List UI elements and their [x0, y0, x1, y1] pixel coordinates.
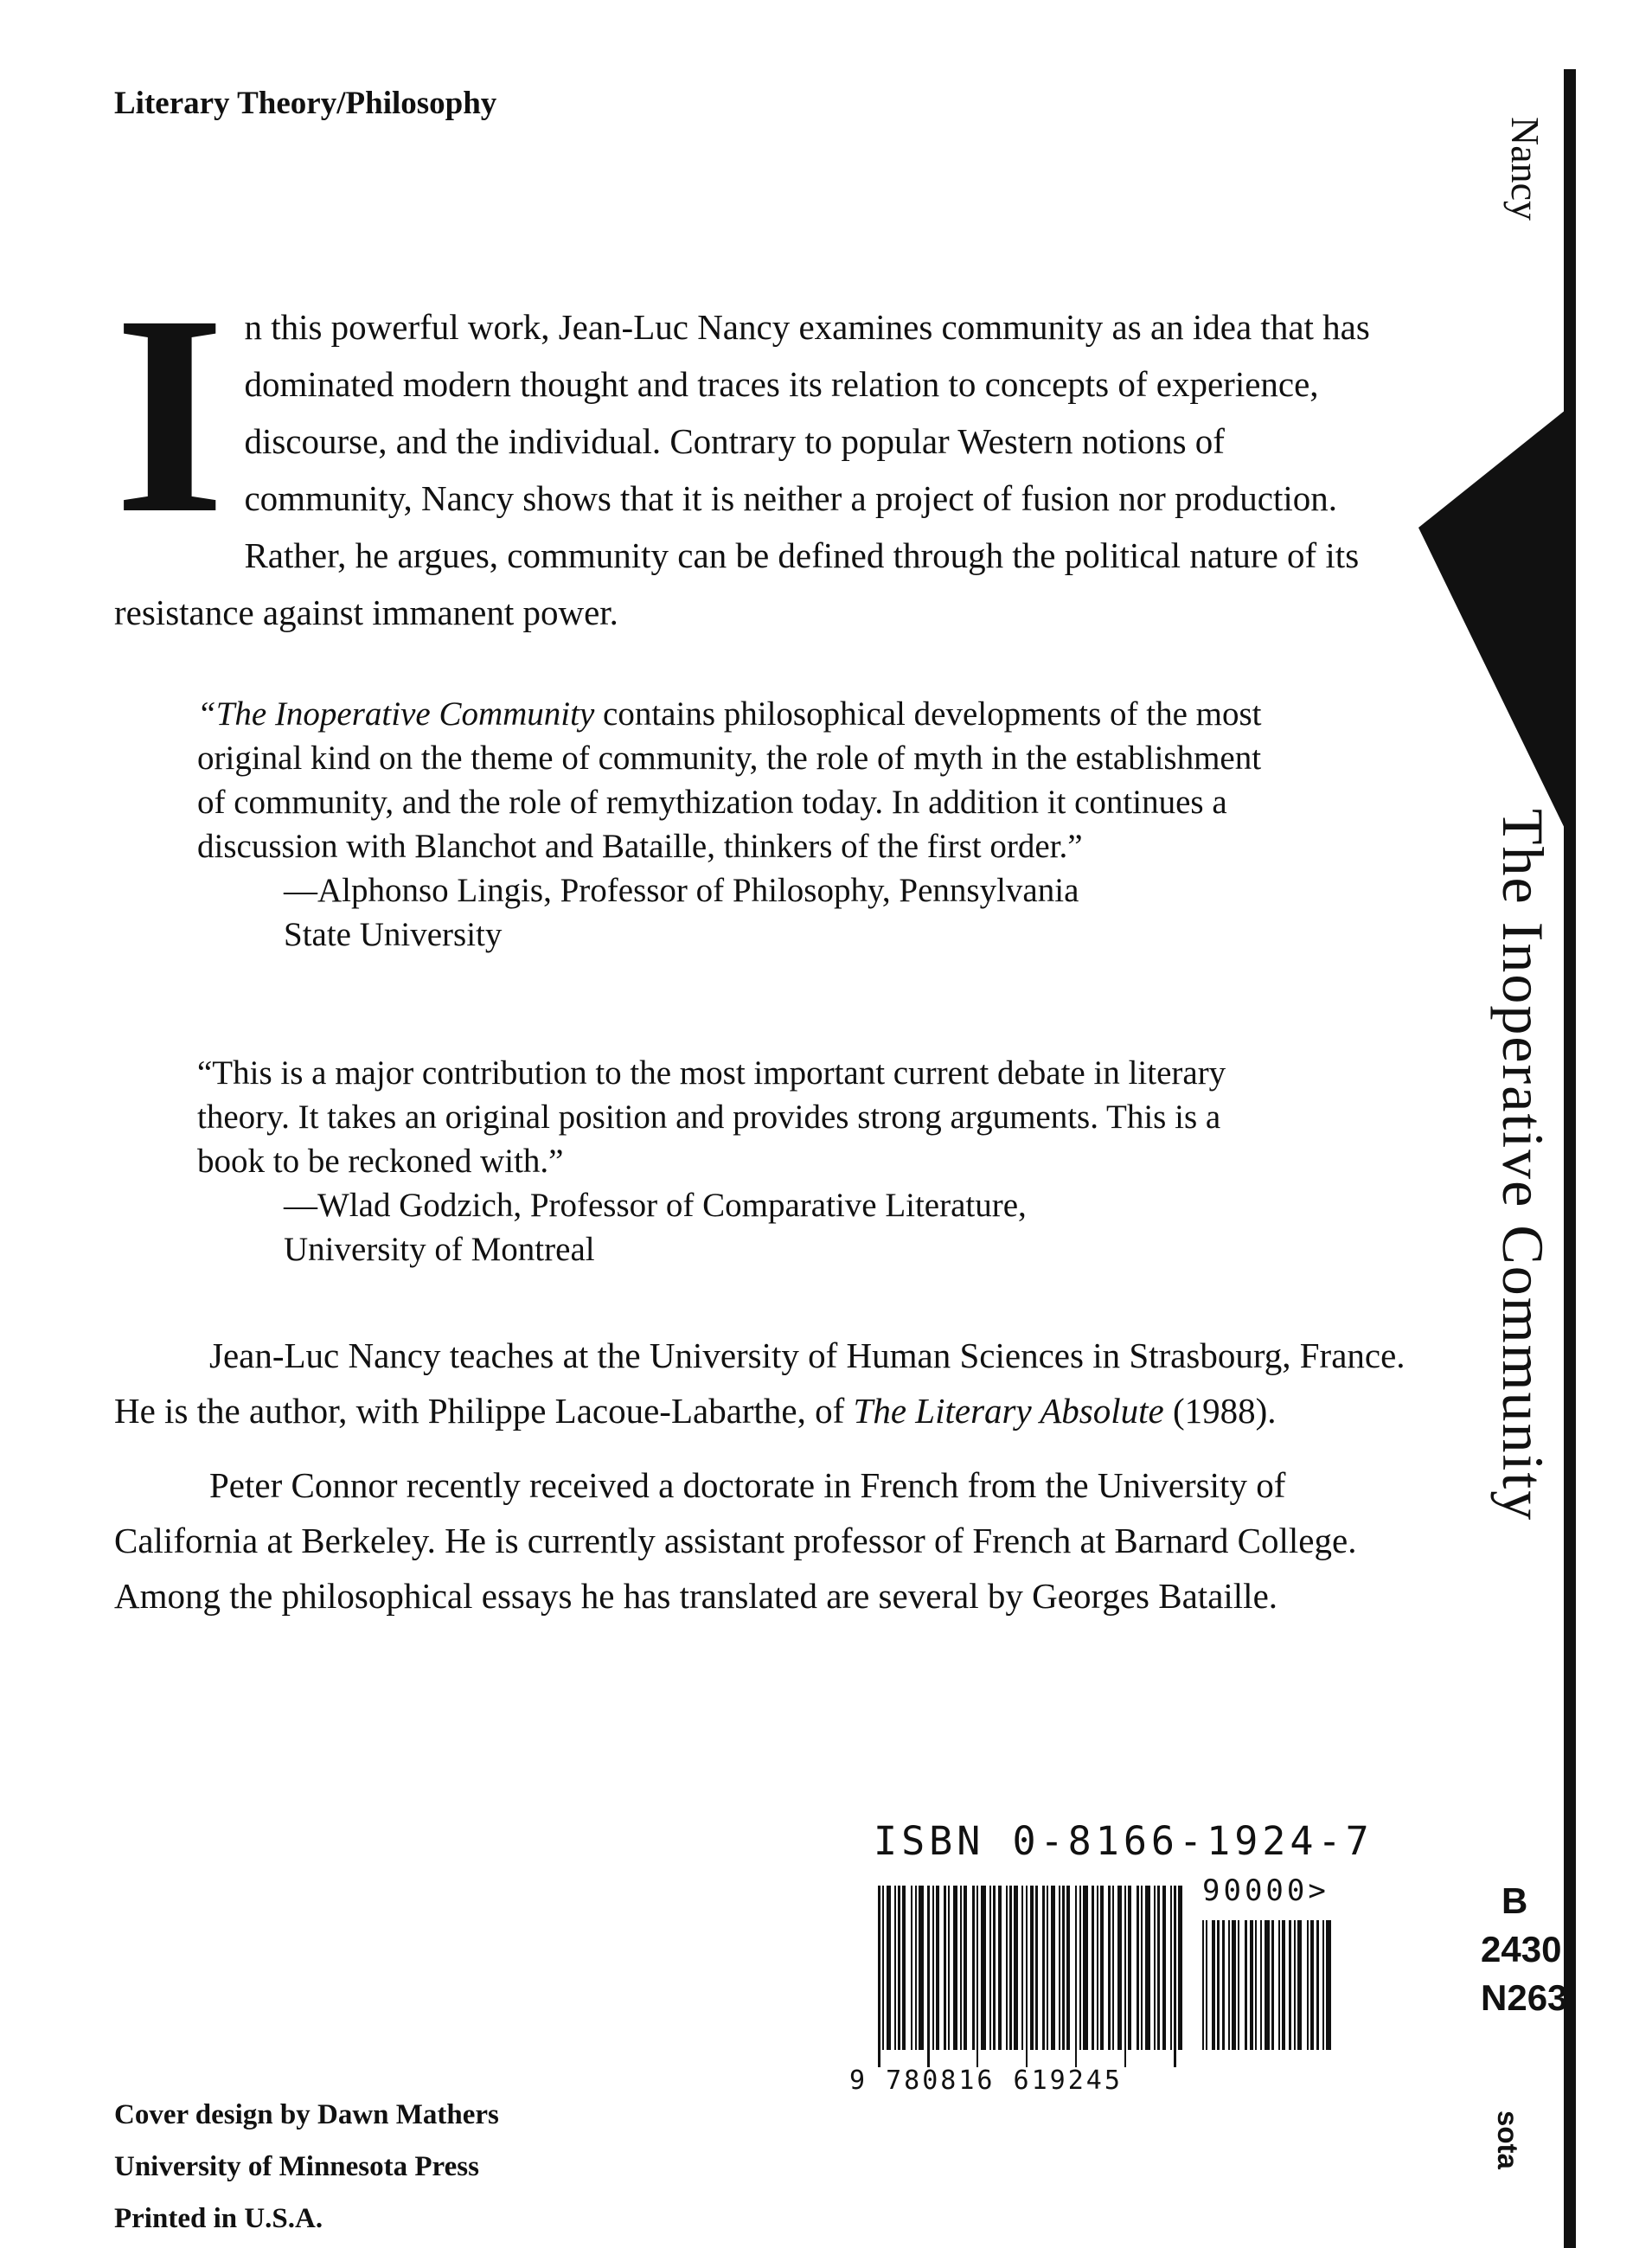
- blurb-text: contains philosophical developments of the most original kind on the theme of community, the role of myth in the establishment of community, and the role of remythization today. In addition it continues a discussion with Blanchot and Bataille, thinkers of the first order.”: [197, 695, 1262, 865]
- bio-nancy: Jean-Luc Nancy teaches at the University of Human Sciences in Strasbourg, France. He is the author, with Philippe Lacoue-Labarthe, of The Literary Absolute (1988).: [114, 1335, 1405, 1431]
- isbn-text: ISBN 0-8166-1924-7: [874, 1818, 1373, 1864]
- blurb-text: “This is a major contribution to the most important current debate in literary theory. It takes an original position and provides strong arguments. This is a book to be reckoned with.”: [197, 1054, 1226, 1180]
- spine-author: Nancy: [1503, 117, 1547, 221]
- credits: [114, 2089, 499, 2245]
- barcode-number: 9 780816 619245: [849, 2065, 1123, 2096]
- book-title-italic: “The Inoperative Community: [197, 695, 595, 733]
- barcode-graphic: [878, 1886, 1345, 2067]
- intro-paragraph: [114, 257, 1377, 641]
- spine-title: The Inoperative Community: [1490, 809, 1556, 1522]
- author-bios: [114, 1328, 1412, 1643]
- bio-connor: Peter Connor recently received a doctorate in French from the University of California at Berkeley. He is currently assistant professor of French at Barnard College. Among the philosophical essays he has translated are several by Georges Bataille.: [114, 1465, 1357, 1616]
- spine-publisher-fragment: sota: [1492, 2110, 1524, 2169]
- blurb-godzich: [197, 1051, 1287, 1271]
- publisher: University of Minnesota Press: [114, 2151, 479, 2182]
- drop-cap: I: [114, 257, 226, 573]
- barcode-addon-number: 90000>: [1202, 1873, 1329, 1908]
- category-label: Literary Theory/Philosophy: [114, 86, 497, 121]
- printed-in: Printed in U.S.A.: [114, 2203, 323, 2234]
- intro-text: n this powerful work, Jean-Luc Nancy examines community as an idea that has dominated modern thought and traces its relation to concepts of experience, discourse, and the individual. Contrary to popular Western notions of community, Nancy shows that it is neither a project of fusion nor production. Rather, he argues, community can be defined through the political nature of its resistance against immanent power.: [114, 307, 1370, 632]
- blurb-attribution: —Alphonso Lingis, Professor of Philosophy, Pennsylvania State University: [284, 872, 1079, 953]
- cover-design-credit: Cover design by Dawn Mathers: [114, 2099, 499, 2130]
- blurb-lingis: [197, 692, 1287, 957]
- call-number: B 2430 N263: [1481, 1880, 1568, 2018]
- spine-triangle-graphic: [1418, 407, 1570, 839]
- blurb-attribution: —Wlad Godzich, Professor of Comparative Literature, University of Montreal: [284, 1187, 1027, 1268]
